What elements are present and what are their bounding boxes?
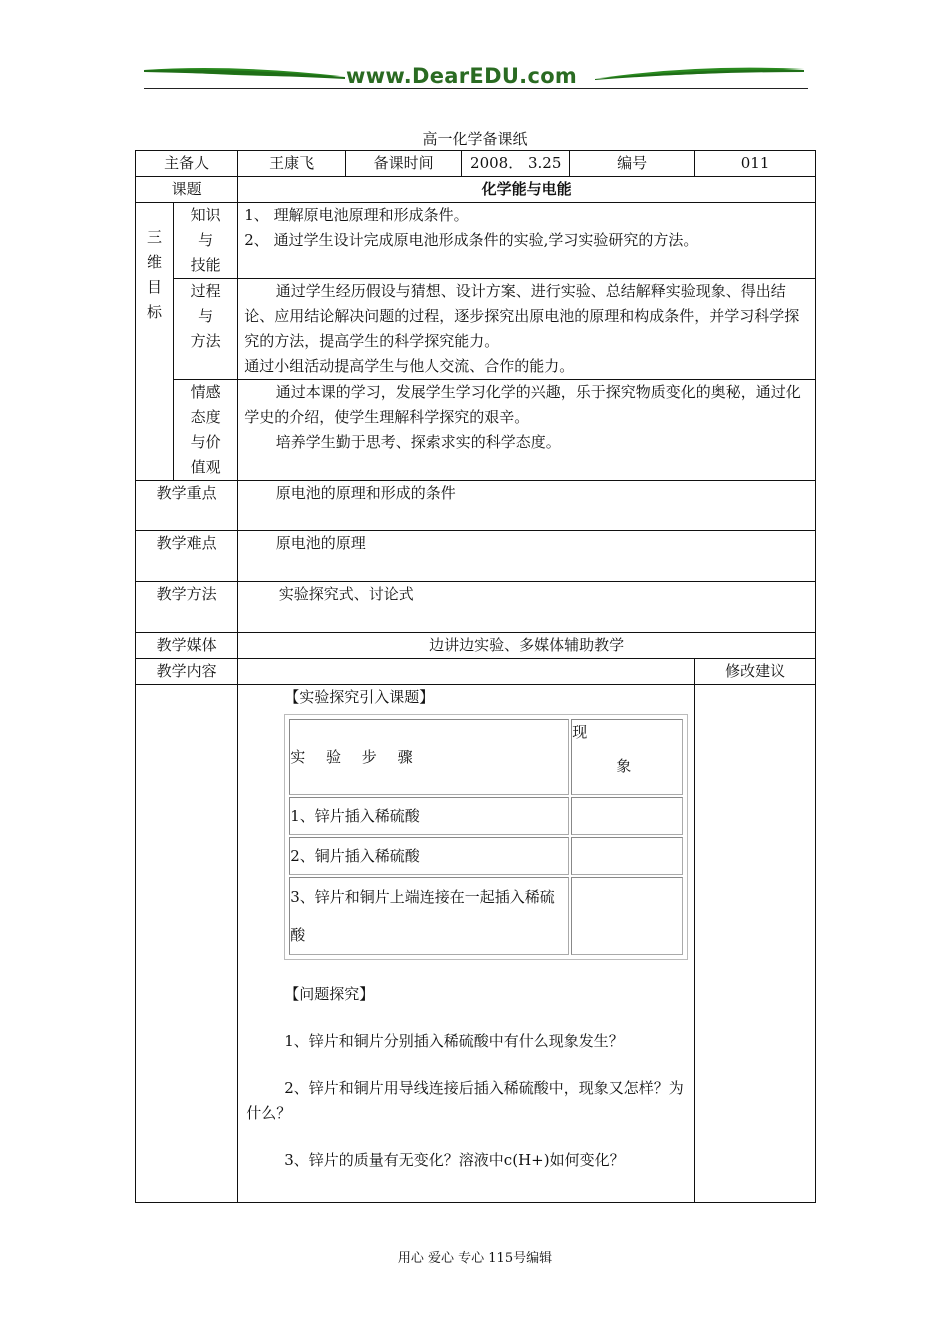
exp-step: 3、锌片和铜片上端连接在一起插入稀硫酸 — [289, 877, 569, 955]
suggestion-label: 修改建议 — [695, 659, 816, 685]
header-logo: www.DearEDU.com — [346, 64, 578, 88]
experiment-row — [289, 837, 683, 875]
question-item: 2、锌片和铜片用导线连接后插入稀硫酸中，现象又怎样？为什么？ — [246, 1079, 684, 1122]
knowledge-line: 1、 理解原电池原理和形成条件。 — [244, 206, 469, 224]
experiment-table-wrapper — [284, 714, 688, 960]
info-row — [136, 151, 816, 177]
number-value: 011 — [695, 151, 816, 177]
difficulty-label: 教学难点 — [136, 531, 238, 582]
goals-label-char: 三 — [147, 228, 163, 246]
experiment-table — [287, 717, 685, 957]
process-content — [238, 279, 816, 380]
emotion-label — [174, 380, 238, 481]
process-paragraph: 通过小组活动提高学生与他人交流、合作的能力。 — [244, 357, 575, 375]
preparer-value: 王康飞 — [238, 151, 346, 177]
knowledge-label-line: 知识 — [190, 206, 221, 224]
method-value: 实验探究式、讨论式 — [238, 582, 816, 633]
preparer-label: 主备人 — [136, 151, 238, 177]
content-label: 教学内容 — [136, 659, 238, 685]
goal-emotion-row — [136, 380, 816, 481]
exp-result-blank — [571, 837, 683, 875]
exp-result-blank — [571, 797, 683, 835]
method-label: 教学方法 — [136, 582, 238, 633]
page-footer: 用心 爱心 专心 115号编辑 — [397, 1251, 553, 1266]
difficulty-row — [136, 531, 816, 582]
method-row — [136, 582, 816, 633]
knowledge-line: 2、 通过学生设计完成原电池形成条件的实验,学习实验研究的方法。 — [244, 231, 699, 249]
knowledge-label-line: 技能 — [190, 256, 221, 274]
topic-label: 课题 — [136, 177, 238, 203]
process-label-line: 过程 — [190, 282, 221, 300]
emotion-paragraph: 通过本课的学习，发展学生学习化学的兴趣，乐于探究物质变化的奥秘，通过化学史的介绍，使学生理解科学探究的艰辛。 — [244, 383, 801, 426]
experiment-row — [289, 877, 683, 955]
process-label — [174, 279, 238, 380]
media-label: 教学媒体 — [136, 633, 238, 659]
document-title: 高一化学备课纸 — [422, 130, 528, 148]
topic-row — [136, 177, 816, 203]
knowledge-content — [238, 203, 816, 279]
question-item: 1、锌片和铜片分别插入稀硫酸中有什么现象发生？ — [284, 1032, 624, 1050]
process-label-line: 方法 — [190, 332, 221, 350]
goals-label-char: 维 — [147, 253, 163, 271]
experiment-row — [289, 797, 683, 835]
content-header-row — [136, 659, 816, 685]
content-body — [238, 685, 695, 1203]
emotion-label-line: 情感 — [190, 383, 221, 401]
process-label-line: 与 — [198, 307, 214, 325]
exp-step: 1、锌片插入稀硫酸 — [289, 797, 569, 835]
emotion-content — [238, 380, 816, 481]
exp-result-blank — [571, 877, 683, 955]
key-point-row — [136, 481, 816, 531]
content-left-blank — [136, 685, 238, 1203]
lesson-title: 化学能与电能 — [238, 177, 816, 203]
lesson-plan-table — [135, 150, 816, 1203]
three-dimension-goals-label — [136, 203, 174, 481]
exp-phenomenon-header — [571, 719, 683, 795]
media-row — [136, 633, 816, 659]
difficulty-value: 原电池的原理 — [238, 531, 816, 582]
phenomenon-char: 象 — [616, 757, 632, 775]
exp-step-header: 实 验 步 骤 — [289, 719, 569, 795]
experiment-header-row — [289, 719, 683, 795]
media-value: 边讲边实验、多媒体辅助教学 — [238, 633, 816, 659]
exp-step: 2、铜片插入稀硫酸 — [289, 837, 569, 875]
emotion-label-line: 态度 — [190, 408, 221, 426]
goals-label-char: 标 — [147, 303, 163, 321]
process-paragraph: 通过学生经历假设与猜想、设计方案、进行实验、总结解释实验现象、得出结论、应用结论解决问题的过程，逐步探究出原电池的原理和构成条件，并学习科学探究的方法，提高学生的科学探究能力。 — [244, 282, 800, 350]
header-rule — [144, 88, 808, 89]
emotion-label-line: 值观 — [190, 458, 221, 476]
number-label: 编号 — [570, 151, 695, 177]
content-header-blank — [238, 659, 695, 685]
key-point-value: 原电池的原理和形成的条件 — [238, 481, 816, 531]
knowledge-label — [174, 203, 238, 279]
goal-knowledge-row — [136, 203, 816, 279]
goal-process-row — [136, 279, 816, 380]
suggestion-blank — [695, 685, 816, 1203]
phenomenon-char: 现 — [572, 723, 588, 741]
emotion-label-line: 与价 — [190, 433, 221, 451]
emotion-paragraph: 培养学生勤于思考、探索求实的科学态度。 — [275, 433, 561, 451]
page-header — [140, 60, 808, 94]
prep-time-value: 2008． 3.25 — [462, 151, 570, 177]
intro-heading: 【实验探究引入课题】 — [284, 688, 435, 706]
goals-label-char: 目 — [147, 278, 163, 296]
question-item: 3、锌片的质量有无变化？溶液中c(H+)如何变化？ — [284, 1151, 625, 1169]
question-heading: 【问题探究】 — [284, 985, 375, 1003]
knowledge-label-line: 与 — [198, 231, 214, 249]
prep-time-label: 备课时间 — [345, 151, 461, 177]
key-point-label: 教学重点 — [136, 481, 238, 531]
content-row — [136, 685, 816, 1203]
